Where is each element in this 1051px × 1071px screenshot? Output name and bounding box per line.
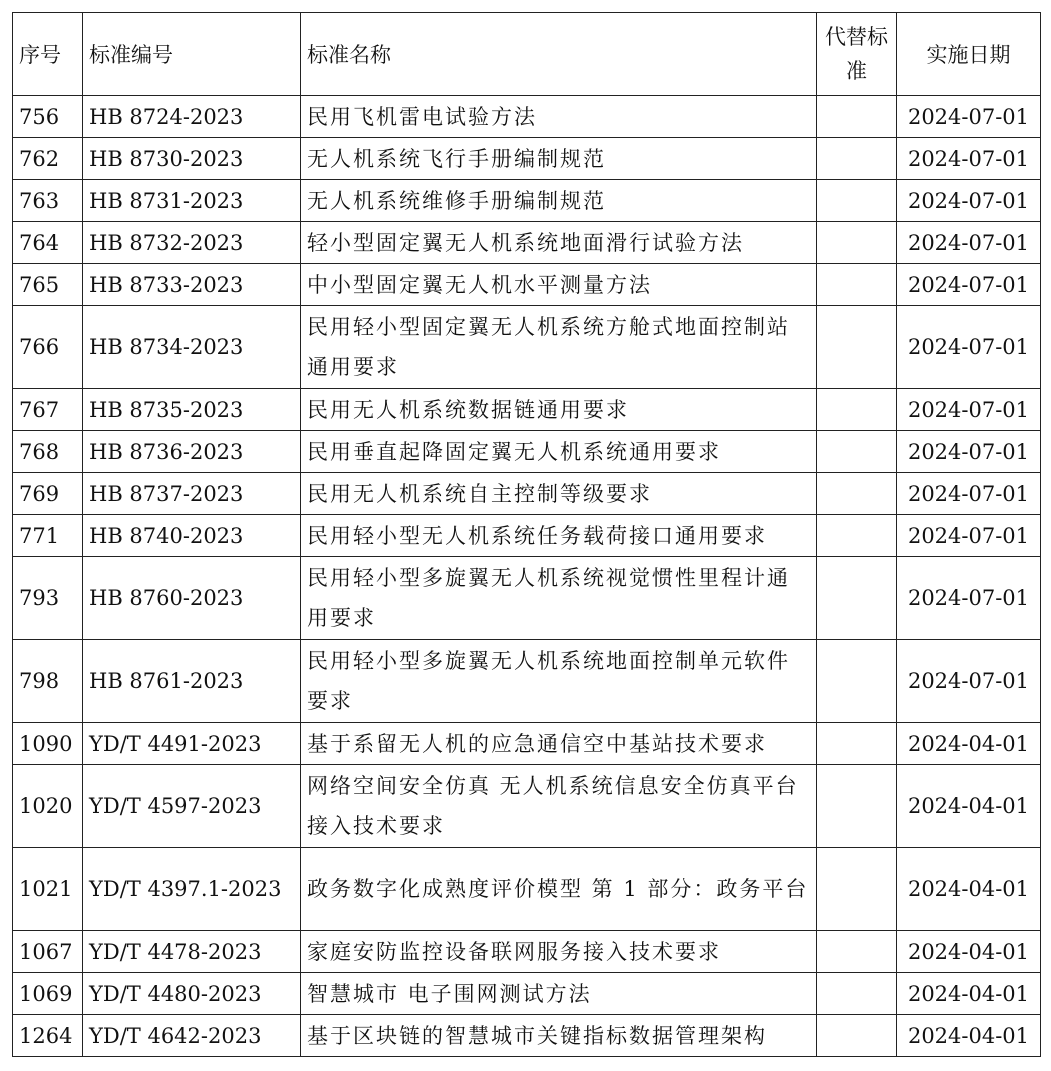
cell-no: 1090 [13, 723, 83, 765]
cell-date: 2024-04-01 [897, 765, 1041, 848]
header-code: 标准编号 [83, 13, 301, 96]
table-row [13, 723, 1041, 765]
cell-date: 2024-04-01 [897, 1015, 1041, 1057]
cell-date: 2024-07-01 [897, 264, 1041, 306]
cell-no: 763 [13, 180, 83, 222]
table-row [13, 473, 1041, 515]
cell-code: YD/T 4480-2023 [83, 973, 301, 1015]
cell-substitute [817, 973, 897, 1015]
cell-substitute [817, 848, 897, 931]
cell-date: 2024-07-01 [897, 306, 1041, 389]
cell-no: 756 [13, 96, 83, 138]
cell-no: 1067 [13, 931, 83, 973]
cell-date: 2024-07-01 [897, 222, 1041, 264]
header-no: 序号 [13, 13, 83, 96]
cell-code: YD/T 4642-2023 [83, 1015, 301, 1057]
cell-name: 基于系留无人机的应急通信空中基站技术要求 [301, 723, 817, 765]
cell-code: HB 8724-2023 [83, 96, 301, 138]
cell-name: 无人机系统飞行手册编制规范 [301, 138, 817, 180]
cell-no: 798 [13, 640, 83, 723]
cell-code: YD/T 4597-2023 [83, 765, 301, 848]
cell-code: HB 8735-2023 [83, 389, 301, 431]
cell-substitute [817, 306, 897, 389]
table-row [13, 389, 1041, 431]
cell-code: YD/T 4478-2023 [83, 931, 301, 973]
cell-name: 民用轻小型多旋翼无人机系统地面控制单元软件要求 [301, 640, 817, 723]
cell-code: HB 8732-2023 [83, 222, 301, 264]
header-substitute: 代替标准 [817, 13, 897, 96]
cell-no: 1020 [13, 765, 83, 848]
cell-substitute [817, 473, 897, 515]
cell-name: 民用无人机系统数据链通用要求 [301, 389, 817, 431]
table-row [13, 515, 1041, 557]
cell-code: HB 8736-2023 [83, 431, 301, 473]
table-row [13, 640, 1041, 723]
cell-substitute [817, 931, 897, 973]
cell-substitute [817, 389, 897, 431]
cell-no: 771 [13, 515, 83, 557]
cell-date: 2024-07-01 [897, 96, 1041, 138]
table-row [13, 222, 1041, 264]
cell-no: 768 [13, 431, 83, 473]
cell-date: 2024-07-01 [897, 557, 1041, 640]
cell-date: 2024-07-01 [897, 640, 1041, 723]
table-row [13, 973, 1041, 1015]
header-date: 实施日期 [897, 13, 1041, 96]
cell-name: 政务数字化成熟度评价模型 第 1 部分：政务平台 [301, 848, 817, 931]
cell-code: HB 8730-2023 [83, 138, 301, 180]
cell-date: 2024-07-01 [897, 431, 1041, 473]
table-row [13, 138, 1041, 180]
cell-name: 中小型固定翼无人机水平测量方法 [301, 264, 817, 306]
cell-no: 1021 [13, 848, 83, 931]
cell-date: 2024-04-01 [897, 973, 1041, 1015]
table-row [13, 848, 1041, 931]
table-row [13, 180, 1041, 222]
cell-name: 民用垂直起降固定翼无人机系统通用要求 [301, 431, 817, 473]
table-row [13, 264, 1041, 306]
cell-substitute [817, 431, 897, 473]
cell-date: 2024-04-01 [897, 723, 1041, 765]
cell-no: 793 [13, 557, 83, 640]
cell-name: 网络空间安全仿真 无人机系统信息安全仿真平台接入技术要求 [301, 765, 817, 848]
cell-substitute [817, 1015, 897, 1057]
cell-no: 767 [13, 389, 83, 431]
cell-substitute [817, 515, 897, 557]
cell-name: 民用轻小型固定翼无人机系统方舱式地面控制站通用要求 [301, 306, 817, 389]
cell-code: HB 8761-2023 [83, 640, 301, 723]
cell-substitute [817, 264, 897, 306]
table-row [13, 306, 1041, 389]
cell-name: 无人机系统维修手册编制规范 [301, 180, 817, 222]
cell-substitute [817, 222, 897, 264]
table-row [13, 931, 1041, 973]
cell-name: 民用飞机雷电试验方法 [301, 96, 817, 138]
cell-substitute [817, 138, 897, 180]
cell-name: 轻小型固定翼无人机系统地面滑行试验方法 [301, 222, 817, 264]
table-row [13, 431, 1041, 473]
cell-name: 民用轻小型多旋翼无人机系统视觉惯性里程计通用要求 [301, 557, 817, 640]
cell-no: 1069 [13, 973, 83, 1015]
cell-date: 2024-07-01 [897, 389, 1041, 431]
cell-no: 762 [13, 138, 83, 180]
cell-substitute [817, 723, 897, 765]
cell-code: HB 8733-2023 [83, 264, 301, 306]
cell-no: 769 [13, 473, 83, 515]
cell-substitute [817, 96, 897, 138]
cell-substitute [817, 765, 897, 848]
cell-date: 2024-04-01 [897, 848, 1041, 931]
cell-name: 民用轻小型无人机系统任务载荷接口通用要求 [301, 515, 817, 557]
cell-code: HB 8737-2023 [83, 473, 301, 515]
standards-table [12, 12, 1041, 1057]
cell-no: 764 [13, 222, 83, 264]
cell-code: HB 8760-2023 [83, 557, 301, 640]
table-row [13, 1015, 1041, 1057]
cell-name: 智慧城市 电子围网测试方法 [301, 973, 817, 1015]
cell-no: 766 [13, 306, 83, 389]
table-row [13, 96, 1041, 138]
header-row [13, 13, 1041, 96]
cell-substitute [817, 640, 897, 723]
cell-date: 2024-04-01 [897, 931, 1041, 973]
cell-code: YD/T 4491-2023 [83, 723, 301, 765]
cell-no: 1264 [13, 1015, 83, 1057]
cell-date: 2024-07-01 [897, 473, 1041, 515]
cell-code: YD/T 4397.1-2023 [83, 848, 301, 931]
cell-date: 2024-07-01 [897, 180, 1041, 222]
cell-name: 民用无人机系统自主控制等级要求 [301, 473, 817, 515]
table-row [13, 765, 1041, 848]
cell-code: HB 8740-2023 [83, 515, 301, 557]
cell-name: 基于区块链的智慧城市关键指标数据管理架构 [301, 1015, 817, 1057]
cell-substitute [817, 557, 897, 640]
cell-name: 家庭安防监控设备联网服务接入技术要求 [301, 931, 817, 973]
cell-code: HB 8734-2023 [83, 306, 301, 389]
table-row [13, 557, 1041, 640]
cell-substitute [817, 180, 897, 222]
cell-date: 2024-07-01 [897, 515, 1041, 557]
cell-code: HB 8731-2023 [83, 180, 301, 222]
cell-no: 765 [13, 264, 83, 306]
header-name: 标准名称 [301, 13, 817, 96]
cell-date: 2024-07-01 [897, 138, 1041, 180]
